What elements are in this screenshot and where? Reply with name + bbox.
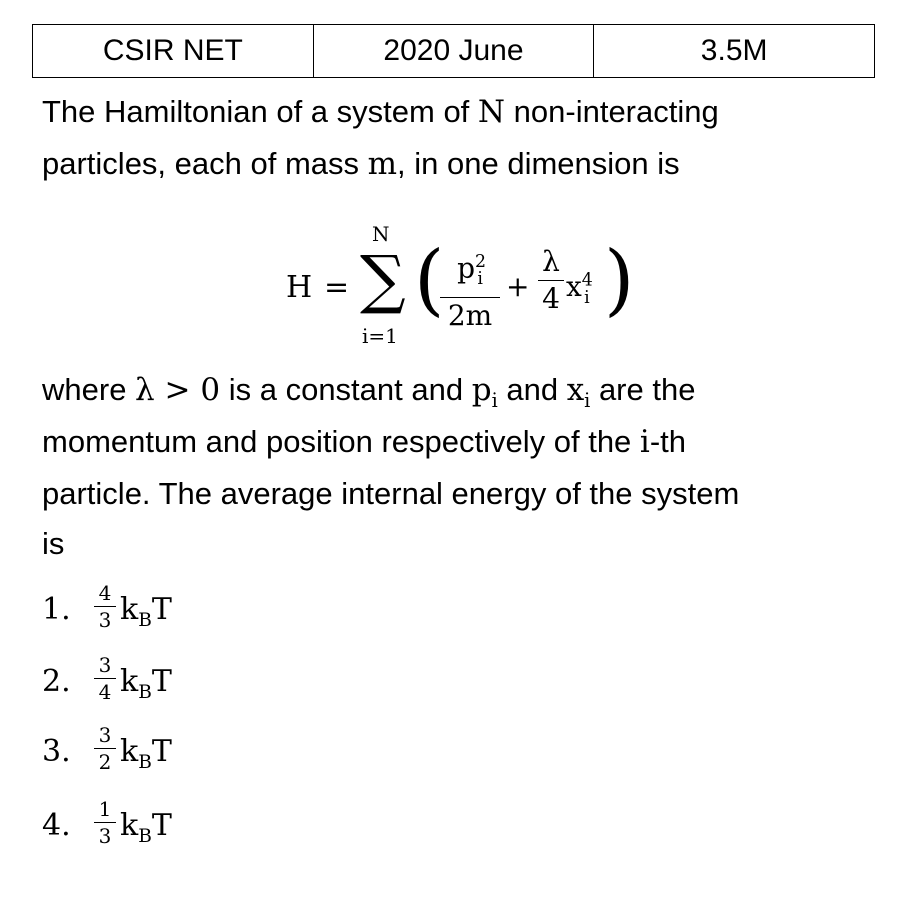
kinetic-term-fraction [440, 244, 500, 334]
eq-plus: + [506, 270, 530, 303]
option-kbt [120, 734, 172, 773]
option-fraction [94, 580, 116, 633]
x-sup: 4 [581, 270, 593, 291]
fraction-denominator: 4 [98, 680, 112, 704]
exam-name-cell: CSIR NET [33, 25, 314, 78]
p-sub: i [491, 389, 498, 413]
option-label: 1. [42, 592, 71, 627]
close-paren: ) [604, 235, 635, 325]
cond-text: and [497, 372, 567, 407]
t-symbol: T [151, 808, 172, 843]
option-kbt [120, 808, 172, 847]
p-sup: 2 [475, 252, 487, 272]
k-sub: B [138, 752, 152, 773]
option-label: 2. [42, 664, 71, 699]
x-term [566, 270, 593, 308]
fraction-numerator: 3 [98, 653, 112, 677]
kinetic-denominator: 2m [447, 298, 493, 332]
k-sub: B [138, 826, 152, 847]
fraction-denominator: 2 [98, 750, 112, 774]
option-label: 4. [42, 808, 71, 843]
x-sub: i [584, 389, 591, 413]
fraction-denominator: 3 [98, 824, 112, 848]
math-lambda-condition: λ > 0 [135, 372, 221, 408]
k-symbol: k [120, 734, 139, 769]
math-p-i [471, 372, 498, 413]
p-sub: i [477, 268, 483, 289]
intro-text: non-interacting [505, 94, 719, 129]
option-fraction [94, 722, 116, 775]
x-symbol: x [566, 372, 585, 408]
option-fraction [94, 652, 116, 705]
kinetic-numerator [440, 244, 500, 297]
k-sub: B [138, 682, 152, 703]
intro-text: , in one dimension is [397, 146, 680, 181]
x-sub: i [584, 287, 590, 308]
marks-cell: 3.5M [594, 25, 875, 78]
sum-symbol: ∑ [360, 243, 406, 317]
eq-lhs: H [286, 270, 313, 305]
k-symbol: k [120, 592, 139, 627]
p-symbol: p [471, 372, 492, 408]
question-intro-line-1 [42, 86, 872, 138]
open-paren: ( [414, 235, 445, 325]
question-line-6: is [42, 526, 65, 561]
p-symbol: p [457, 251, 475, 285]
cond-text: are the [590, 372, 696, 407]
t-symbol: T [151, 592, 172, 627]
k-symbol: k [120, 664, 139, 699]
potential-coefficient-fraction [538, 244, 564, 317]
x-symbol: x [566, 270, 582, 303]
option-kbt [120, 592, 172, 631]
question-line-5: particle. The average internal energy of the system [42, 476, 740, 511]
line4-text: -th [649, 424, 687, 459]
line4-text: momentum and position respectively of the [42, 424, 640, 459]
fraction-numerator: 3 [98, 723, 112, 747]
math-m: m [367, 146, 398, 182]
cond-text: is a constant and [220, 372, 472, 407]
fraction-numerator: 1 [98, 797, 112, 821]
k-symbol: k [120, 808, 139, 843]
intro-text: The Hamiltonian of a system of [42, 94, 478, 129]
fraction-denominator: 3 [98, 608, 112, 632]
hamiltonian-equation [280, 220, 640, 350]
k-sub: B [138, 610, 152, 631]
intro-text: particles, each of mass [42, 146, 368, 181]
sum-upper-limit: N [372, 222, 390, 246]
header-table [32, 24, 875, 78]
question-line-4 [42, 416, 872, 468]
option-label: 3. [42, 734, 71, 769]
option-fraction [94, 796, 116, 849]
t-symbol: T [151, 664, 172, 699]
option-kbt [120, 664, 172, 703]
cond-text: where [42, 372, 136, 407]
sum-lower-limit: i=1 [362, 324, 398, 348]
math-x-i [566, 372, 591, 413]
math-i: i [639, 424, 650, 460]
potential-denominator: 4 [542, 282, 560, 315]
fraction-numerator: 4 [98, 581, 112, 605]
exam-session-cell: 2020 June [313, 25, 594, 78]
t-symbol: T [151, 734, 172, 769]
math-N: N [477, 94, 506, 130]
lambda-numerator: λ [542, 245, 560, 278]
eq-equals: = [324, 270, 350, 305]
question-intro-line-2 [42, 138, 872, 190]
